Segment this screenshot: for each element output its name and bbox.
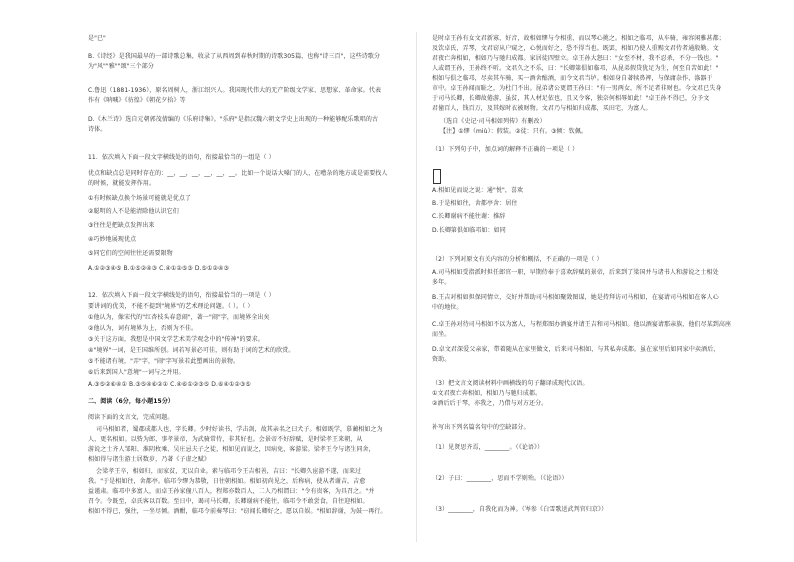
text-line: 作有《呐喊》《彷徨》《朝花夕拾》等 [88,97,186,104]
right-column [422,0,794,562]
text-line: C.鲁迅（1881-1936），原名周树人，浙江绍兴人。我国现代伟大的无产阶级文学家、思想家、革命家。代表 [88,87,382,94]
passage-line: 司马相如者，蜀郡成都人也，字长卿。少时好读书，学击剑，故其亲名之曰犬子。相如既学，慕蔺相如之为 [96,426,383,433]
option-item: D.卓文君深爱父亲家，带着随从在家里做文，后来司马相如，与其私奔成都。虽在家里后如同家中卖酒后， [432,346,720,353]
option-item: 资助。 [432,356,451,363]
text-line: B.《诗经》是我国最早的一部诗歌总集，收录了从西周到春秋时期的诗歌305篇，也称"诗三百"，这些诗歌分 [88,53,381,60]
text-line: 为"风""雅""颂"三个部分 [88,63,154,70]
annotation-note: 【注】①缪（miù）：假装。②徒：只有。③倾：钦佩。 [440,128,588,135]
option-item: ⑤不能诸有境，"弄"字，"闹"字写景若此塑画出的景物。 [88,358,240,365]
section-heading: 二、阅读（6分，每小题15分） [88,398,175,405]
text-line: 是"已" [88,35,106,42]
option-item: 中的地位。 [432,304,463,311]
option-item: ②聪明的人不是能清除他认识它们 [88,208,179,215]
text-line: 诗体。 [88,126,107,133]
passage-line: 君夜亡奔相如，相如乃与驰归成都。家居徒四壁立。卓王孙大怒曰："女至不材，我不忍杀，不分一钱也。" [432,55,719,62]
option-item: C.卓王孙对待司马相如不以为富人，与程郑图办酒宴并请王吉和司马相如。他以酒宴请那亲族，他们尽某到高座 [432,321,732,328]
passage-line: 益谨肃。临邛中多富人，而卓王孙家僮八百人，程郑亦数百人，二人乃相谓曰："令有贵客，为具召之。"并 [88,488,375,495]
question-12: 12．依次填入下面一段文字横线处的语句，衔接最恰当的一项是（ ） [88,292,275,299]
option-item: B.于是相如往，舍都亭舍：居住 [432,200,518,207]
passage-line: 君僮百人，钱百万，及其嫁时衣被财物。文君乃与相如归成都，买田宅，为富人。 [432,105,652,112]
column-divider [416,32,417,542]
answer-choices: A.③⑤②⑥④① B.③⑤④⑥②① C.④⑥①②③⑤ D.⑥④①②③⑤ [88,381,251,388]
translation-item: ①文君夜亡奔相如，相如乃与驰归成都。 [432,390,542,397]
source-note: （选自《史记·司马相如列传》有删改） [440,118,546,125]
fill-blank-item: （3）________，自我化而为神。（岑参《白雪歌送武判官归京》） [432,506,608,513]
sub-question-3: （3）把文言文阅读材料中画横线的句子翻译成现代汉语。 [432,380,589,387]
text-line: 优点和缺点总是同时存在的：__，__，__，__，__，__。比如一个说话大嗓门的人，在嘈杂的地方或是需要找人 [88,170,388,177]
passage-line: 市中。卓王孙闻而耻之，为杜门不出。昆弟诸公更谓王孙曰："有一男两女，所不足者非财也。今文君已失身 [432,85,722,92]
passage-line: 相如不得已，强往，一坐尽倾。酒酣，临邛令前奏琴曰："窃闻长卿好之，愿以自娱。"相如辞谢，为鼓一再行。 [88,508,387,515]
passage-line: 游说之士齐人邹阳、淮阴枚乘、吴庄忌夫子之徒，相如见而说之，因病免，客游梁。梁孝王令与诸生同舍， [88,446,375,453]
passage-line: 相如得与诸生游士居数岁，乃著《子虚之赋》 [88,456,211,463]
option-item: ④"境界"一词，是王国维所创。词若写景必可佳，则有助于词的艺术的欣赏。 [88,347,295,354]
option-item: ③关于这方面，我想是中国文学艺术美学观念中的"传神"的要求。 [88,336,264,343]
question-11: 11．依次填入下面一段文字横线处的语句，衔接最恰当的一组是（ ） [88,154,275,161]
option-item: D.长卿第俱如临邛如：如同 [432,227,506,234]
passage-line: 召令。令既至，卓氏客以百数。至日中，谒司马长卿，长卿谢病不能往，临邛令不敢尝食，自往迎相如。 [88,498,369,505]
checkbox-marker[interactable] [433,169,441,184]
passage-line: 我。"于是相如往，舍都亭。临邛令缪为恭敬，日往朝相如。相如初尚见之，后称病，使从者谢吉，吉愈 [88,478,366,485]
option-item: ④巧妙地展现优点 [88,236,137,243]
option-item: C.长卿谢病不能往谢：推辞 [432,213,506,220]
option-item: ②他认为，词有境界为上，否则为不佳。 [88,325,198,332]
option-item: 而坐。 [432,331,451,338]
option-item: A.相如见而说之说：通"悦"，喜欢 [432,187,524,194]
passage-line: 人或谓王孙，王孙终不听。文君久之不乐，曰："长卿第俱如临邛，从昆弟假贷犹足为生，何至自苦如此！" [432,65,719,72]
option-item: ①有时候缺点换个场景可能就是优点了 [88,195,192,202]
fill-blank-item: （2）子曰：________，思而不学则殆。（《论语》） [432,475,568,482]
passage-line: 会梁孝王卒，相如归，而家贫，无以自业。素与临邛令王吉相善，吉曰："长卿久宦游不遂，而来过 [96,468,362,475]
translation-item: ②酒后后于琴，亦我之，乃借与对方还分。 [432,400,548,407]
option-item: ⑤同它们的空间往往还需要限物 [88,250,173,257]
passage-line: 及饮卓氏，弄琴，文君窃从户窥之，心悦而好之，恐不得当也。既罢，相如乃使人重赐文君侍者通殷勤。文 [432,45,719,52]
passage-line: 是时卓王孙有女文君新寡，好音，故相如缪与令相重，而以琴心挑之。相如之临邛，从车骑，雍容闲雅甚都； [432,35,725,42]
fill-blank-heading: 补写出下列名篇名句中的空缺部分。 [432,424,530,431]
option-item: ③往往是把缺点发挥出来 [88,222,155,229]
passage-line: 于司马长卿，长卿故倦游，虽贫，其人材足依也，且又令客，独奈何相辱如此！"卓王孙不得已，分予文 [432,95,710,102]
option-item: ⑥后来到国人"意境"一词与之并用。 [88,369,185,376]
text-line: 要讲词的优美，不能不提到"境界"的艺术理论问题。（ ）。（ ） [88,303,254,310]
option-item: 多年。 [432,279,451,286]
fill-blank-item: （1）见贤思齐焉，________。（《论语》） [432,444,544,451]
answer-choices: A.①②③④⑤ B.①⑤②④③ C.④①②⑤③ D.⑤①②④③ [88,265,229,272]
text-line: D.《木兰诗》选自元朝郭茂倩编的《乐府诗集》。"乐府"是指汉魏六朝文学史上出现的一种能够配乐歌唱的古 [88,116,379,123]
sub-question-1: （1）下列句子中，加点词的解释不正确的一项是（ ） [432,146,579,153]
option-item: B.王吉对相如担保同情立，交好并帮助司马相如聚敛图谋，她是持拜访司马相如，在宴请司马相如在客人心 [432,294,719,301]
passage-line: 人，更名相如。以赀为郎，事孝景帝，为武骑常侍，非其好也。会景帝不好辞赋，是时梁孝王来朝，从 [88,436,363,443]
option-item: ①他认为，像宋代的"红杏枝头春意闹"，著一"闹"字，而境界全出矣 [88,314,270,321]
option-item: A.司马相如受指派时担任郎官一职，早期侍奉于喜欢辞赋的景帝，后来到了梁国并与诸书人和游说之士相处 [432,269,719,276]
sub-question-2: （2）下列对原文有关内容的分析和概括，不正确的一项是（ ） [432,256,603,263]
passage-line: 相如与俱之临邛，尽卖其车骑，买一酒舍酤酒，而令文君当垆。相如身自著犊鼻裈，与保庸杂作，涤器于 [432,75,713,82]
text-line: 阅读下面的文言文，完成问题。 [88,414,174,421]
text-line: 的时候，就能发挥作用。 [88,180,156,187]
